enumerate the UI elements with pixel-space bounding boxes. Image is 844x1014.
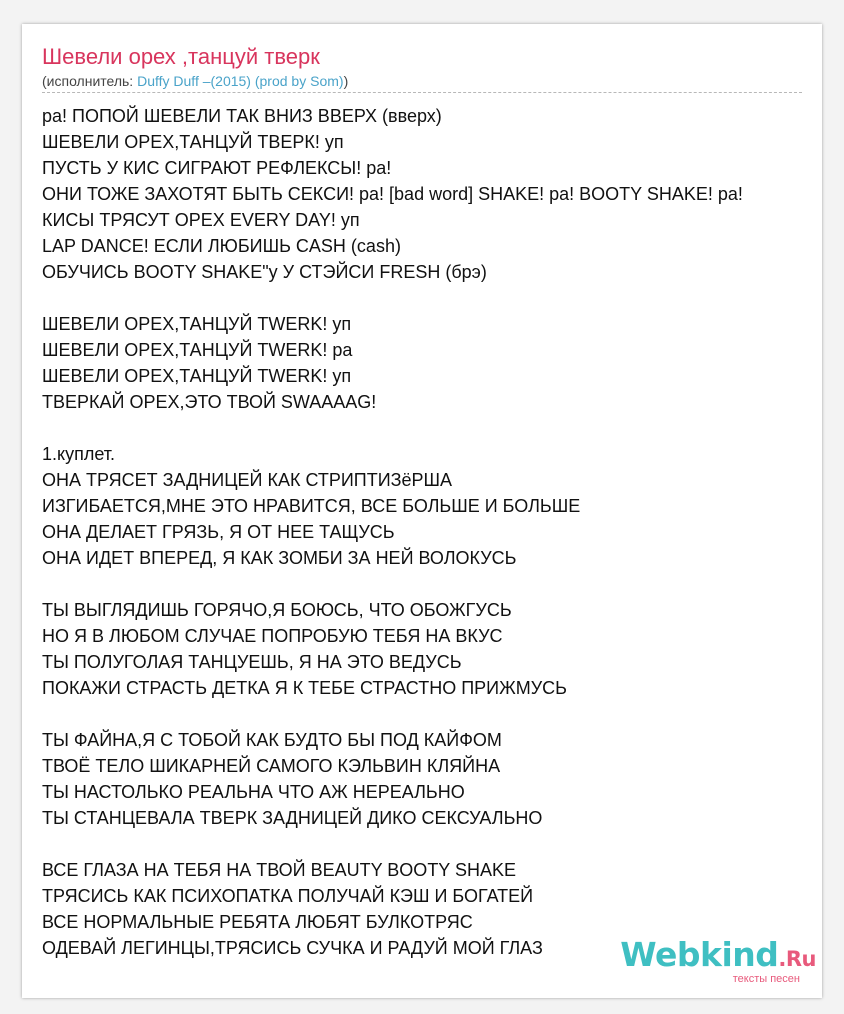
logo-wordmark [620, 935, 816, 976]
logo-tld: .Ru [778, 947, 816, 971]
artist-line [42, 73, 348, 89]
lyric-line: ТЫ ФАЙНА,Я С ТОБОЙ КАК БУДТО БЫ ПОД КАЙФОМ [42, 730, 502, 750]
lyric-line: ИЗГИБАЕТСЯ,МНЕ ЭТО НРАВИТСЯ, ВСЕ БОЛЬШЕ И БОЛЬШЕ [42, 496, 581, 516]
artist-link[interactable]: Duffy Duff –(2015) (prod by Som) [137, 73, 344, 89]
lyric-line: КИСЫ ТРЯСУТ ОРЕХ EVERY DAY! уп [42, 210, 360, 230]
lyric-line: ОНА ДЕЛАЕТ ГРЯЗЬ, Я ОТ НЕЕ ТАЩУСЬ [42, 522, 395, 542]
lyric-line: ВСЕ ГЛАЗА НА ТЕБЯ НА ТВОЙ BEAUTY BOOTY SHAKE [42, 860, 517, 880]
lyric-line: ТРЯСИСЬ КАК ПСИХОПАТКА ПОЛУЧАЙ КЭШ И БОГАТЕЙ [42, 886, 534, 906]
lyric-line: ПОКАЖИ СТРАСТЬ ДЕТКА Я К ТЕБЕ СТРАСТНО ПРИЖМУСЬ [42, 678, 567, 698]
lyric-line: ОНА ИДЕТ ВПЕРЕД, Я КАК ЗОМБИ ЗА НЕЙ ВОЛОКУСЬ [42, 548, 517, 568]
lyric-line: ШЕВЕЛИ ОРЕХ,ТАНЦУЙ TWERK! уп [42, 314, 352, 334]
artist-suffix: ) [343, 73, 349, 89]
lyric-line: ПУСТЬ У КИС СИГРАЮТ РЕФЛЕКСЫ! ра! [42, 158, 392, 178]
lyrics-page [22, 24, 822, 998]
lyric-line: 1.куплет. [42, 444, 116, 464]
lyric-blank-line [42, 831, 822, 857]
logo-name: Webkind [620, 935, 779, 974]
lyric-line: ОДЕВАЙ ЛЕГИНЦЫ,ТРЯСИСЬ СУЧКА И РАДУЙ МОЙ ГЛАЗ [42, 938, 543, 958]
lyric-line: ШЕВЕЛИ ОРЕХ,ТАНЦУЙ TWERK! ра [42, 340, 353, 360]
lyric-line: ра! ПОПОЙ ШЕВЕЛИ ТАК ВНИЗ ВВЕРХ (вверх) [42, 106, 442, 126]
lyric-line: ОНИ ТОЖЕ ЗАХОТЯТ БЫТЬ СЕКСИ! ра! [bad word] SHAKE! ра! BOOTY SHAKE! ра! [42, 184, 743, 204]
lyric-blank-line [42, 701, 822, 727]
lyric-line: ОБУЧИСЬ BOOTY SHAKE"у У СТЭЙСИ FRESH (брэ) [42, 262, 487, 282]
site-logo[interactable] [620, 935, 816, 985]
lyric-line: ОНА ТРЯСЕТ ЗАДНИЦЕЙ КАК СТРИПТИЗёРША [42, 470, 453, 490]
lyric-line: ШЕВЕЛИ ОРЕХ,ТАНЦУЙ ТВЕРК! уп [42, 132, 344, 152]
lyric-line: ВСЕ НОРМАЛЬНЫЕ РЕБЯТА ЛЮБЯТ БУЛКОТРЯС [42, 912, 473, 932]
lyric-blank-line [42, 571, 822, 597]
logo-tagline: тексты песен [732, 973, 800, 985]
lyric-blank-line [42, 415, 822, 441]
lyric-line: ТЫ ПОЛУГОЛАЯ ТАНЦУЕШЬ, Я НА ЭТО ВЕДУСЬ [42, 652, 462, 672]
lyric-line: ТЫ СТАНЦЕВАЛА ТВЕРК ЗАДНИЦЕЙ ДИКО СЕКСУАЛЬНО [42, 808, 543, 828]
artist-prefix: (исполнитель: [42, 73, 138, 89]
lyric-line: ТЫ ВЫГЛЯДИШЬ ГОРЯЧО,Я БОЮСЬ, ЧТО ОБОЖГУСЬ [42, 600, 512, 620]
lyric-line: НО Я В ЛЮБОМ СЛУЧАЕ ПОПРОБУЮ ТЕБЯ НА ВКУС [42, 626, 503, 646]
lyric-blank-line [42, 285, 822, 311]
lyric-line: LAP DANCE! ЕСЛИ ЛЮБИШЬ CASH (cash) [42, 236, 401, 256]
song-title: Шевели орех ,танцуй тверк [42, 44, 320, 69]
lyric-line: ТВЕРКАЙ ОРЕХ,ЭТО ТВОЙ SWAAAAG! [42, 392, 377, 412]
lyric-line: ТВОЁ ТЕЛО ШИКАРНЕЙ САМОГО КЭЛЬВИН КЛЯЙНА [42, 756, 501, 776]
lyric-line: ТЫ НАСТОЛЬКО РЕАЛЬНА ЧТО АЖ НЕРЕАЛЬНО [42, 782, 465, 802]
lyric-line: ШЕВЕЛИ ОРЕХ,ТАНЦУЙ TWERK! уп [42, 366, 352, 386]
lyrics-text [42, 103, 822, 961]
divider [42, 92, 802, 93]
